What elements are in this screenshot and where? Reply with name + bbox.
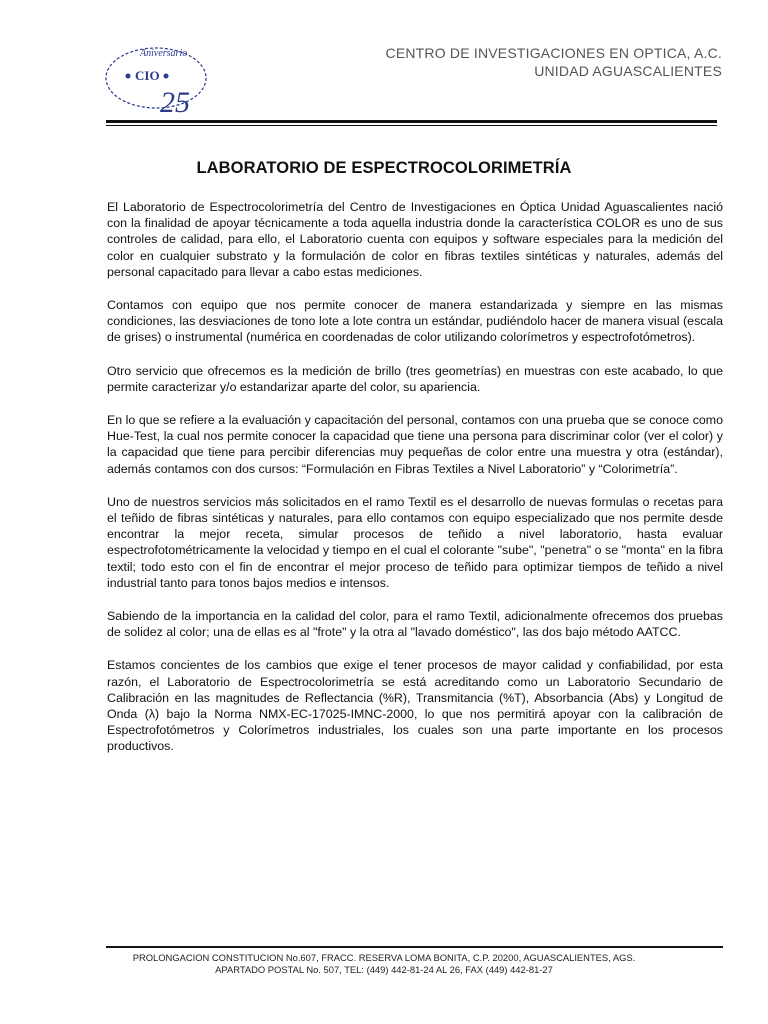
logo-25-aniversario [100, 40, 220, 120]
header-divider-thick [106, 120, 717, 123]
footer-contact-line: APARTADO POSTAL No. 507, TEL: (449) 442-81-24 AL 26, FAX (449) 442-81-27 [215, 963, 553, 975]
institution-header [386, 44, 722, 80]
logo-anniversary-text: Aniversario [140, 48, 188, 59]
paragraph-accreditation: Estamos concientes de los cambios que exige el tener procesos de mayor calidad y confiabilidad, por esta razón, el Laboratorio de Espectrocolorimetría se está acreditando como un Laboratorio Secundario de Calibración en las magnitudes de Reflectancia (%R), Transmitancia (%T), Absorbancia (Abs) y Longitud de Onda (λ) bajo la Norma NMX-EC-17025-IMNC-2000, lo que nos permitirá apoyar con la calibración de Espectrofotómetros y Colorímetros industriales, los cuales son una parte importante en los procesos productivos. [107, 658, 723, 754]
paragraph-gloss: Otro servicio que ofrecemos es la medición de brillo (tres geometrías) en muestras con este acabado, lo que permite caracterizar y/o estandarizar aparte del color, su apariencia. [107, 363, 723, 394]
logo-25-text: 25 [160, 86, 190, 119]
footer-address [0, 952, 768, 975]
paragraph-intro: El Laboratorio de Espectrocolorimetría del Centro de Investigaciones en Óptica Unidad Aguascalientes nació con la finalidad de apoyar técnicamente a toda aquella industria donde la característica COLOR es uno de sus controles de calidad, para ello, el Laboratorio cuenta con equipos y software especiales para la medición del color en cualquier substrato y la formulación de color en fibras textiles sintéticas y naturales, además del personal capacitado para llevar a cabo estas mediciones. [107, 200, 723, 279]
paragraph-textile: Uno de nuestros servicios más solicitados en el ramo Textil es el desarrollo de nuevas formulas o recetas para el teñido de fibras sintéticas y naturales, para ello contamos con equipo especializado que nos permite desde encontrar la mejor receta, simular procesos de teñido a nivel laboratorio, hasta evaluar espectrofotométricamente la velocidad y tiempo en el cual el colorante "sube", "penetra" o se "monta" en la fibra textil; todo esto con el fin de encontrar el mejor proceso de teñido para optimizar tiempos de teñido a nivel industrial tanto para tonos bajos medios e intensos. [107, 494, 723, 590]
footer-divider [106, 946, 723, 948]
institution-unit: UNIDAD AGUASCALIENTES [534, 63, 722, 79]
document-body [107, 199, 723, 772]
paragraph-training: En lo que se refiere a la evaluación y capacitación del personal, contamos con una prueba que se conoce como Hue-Test, la cual nos permite conocer la capacidad que tiene una persona para discriminar color (ver el color) y la capacidad que tiene para percibir diferencias muy pequeñas de color entre una muestra y otra (estándar), además contamos con dos cursos: “Formulación en Fibras Textiles a Nivel Laboratorio” y “Colorimetría”. [107, 413, 723, 476]
logo-emblem [100, 40, 220, 120]
footer-address-line: PROLONGACION CONSTITUCION No.607, FRACC. RESERVA LOMA BONITA, C.P. 20200, AGUASCALIENTES, AGS. [132, 952, 636, 963]
paragraph-equipment: Contamos con equipo que nos permite conocer de manera estandarizada y siempre en las mismas condiciones, las desviaciones de tono lote a lote contra un estándar, pudiéndolo hacer de manera visual (escala de grises) o instrumental (numérica en coordenadas de color utilizando colorímetros y espectrofotómetros). [107, 298, 723, 345]
logo-cio-text: CIO [135, 68, 160, 83]
institution-name: CENTRO DE INVESTIGACIONES EN OPTICA, A.C. [385, 45, 722, 61]
header-divider-thin [106, 125, 717, 126]
document-title: LABORATORIO DE ESPECTROCOLORIMETRÍA [196, 159, 572, 177]
paragraph-fastness: Sabiendo de la importancia en la calidad del color, para el ramo Textil, adicionalmente ofrecemos dos pruebas de solidez al color; una de ellas es al "frote" y la otra al "lavado doméstico", las dos bajo método AATCC. [107, 609, 723, 640]
